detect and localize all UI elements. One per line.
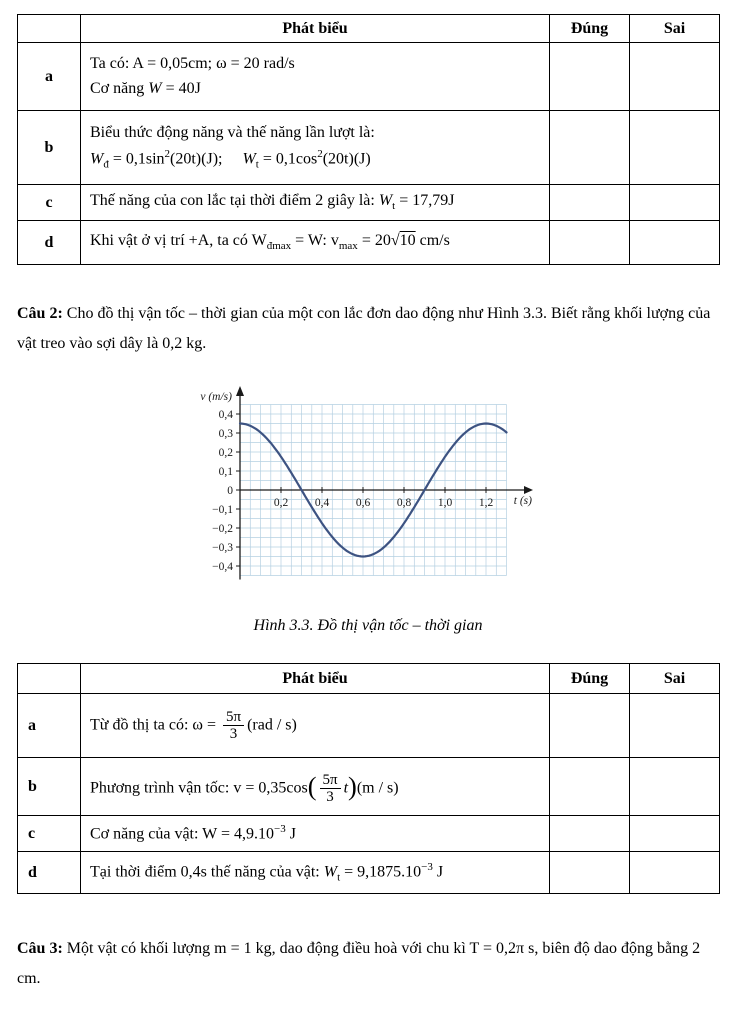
- header-false: Sai: [630, 664, 720, 694]
- row-label-cell: a: [18, 694, 81, 758]
- svg-text:0,1: 0,1: [218, 466, 233, 479]
- table-row: [18, 185, 720, 221]
- row-label-cell: c: [18, 816, 81, 852]
- statement-cell: Tại thời điểm 0,4s thế năng của vật: $W_t = 9,1875.10^{-3}$ J: [81, 852, 550, 894]
- table-header-row: [18, 15, 720, 43]
- false-answer-cell: [630, 852, 720, 894]
- svg-text:0,8: 0,8: [396, 497, 412, 510]
- svg-text:v (m/s): v (m/s): [200, 391, 232, 404]
- svg-text:−0,2: −0,2: [212, 523, 233, 536]
- row-label-cell: d: [18, 221, 81, 265]
- table-header-row: [18, 664, 720, 694]
- table-row: [18, 111, 720, 185]
- chart-svg: [188, 384, 548, 606]
- false-answer-cell: [630, 694, 720, 758]
- question-2-text: [17, 299, 719, 358]
- row-label-cell: d: [18, 852, 81, 894]
- question-1-table: [17, 14, 720, 265]
- question-2-label: Câu 2:: [17, 305, 63, 322]
- svg-text:1,0: 1,0: [437, 497, 453, 510]
- question-2-body: Cho đồ thị vận tốc – thời gian của một con lắc đơn dao động như Hình 3.3. Biết rằng khối lượng của vật treo vào sợi dây là 0,2 kg.: [17, 305, 711, 352]
- svg-text:1,2: 1,2: [478, 497, 494, 510]
- false-answer-cell: [630, 816, 720, 852]
- false-answer-cell: [630, 185, 720, 221]
- svg-text:0,4: 0,4: [218, 409, 233, 422]
- table-row: [18, 852, 720, 894]
- statement-cell: Từ đồ thị ta có: ω = $\frac{5\pi}{3}$ (rad / s): [81, 694, 550, 758]
- table-row: [18, 221, 720, 265]
- true-answer-cell: [550, 43, 630, 111]
- table-row: [18, 816, 720, 852]
- svg-text:−0,4: −0,4: [212, 561, 233, 574]
- row-label-cell: c: [18, 185, 81, 221]
- true-answer-cell: [550, 852, 630, 894]
- statement-cell: Phương trình vận tốc: v = 0,35cos( $\frac{5\pi}{3}$ t)(m / s): [81, 758, 550, 816]
- svg-text:0,4: 0,4: [314, 497, 330, 510]
- header-false: Sai: [630, 15, 720, 43]
- header-true: Đúng: [550, 664, 630, 694]
- statement-cell: Khi vật ở vị trí +A, ta có $W_{đmax} = W$: $v_{max} = 20√10$ cm/s: [81, 221, 550, 265]
- question-2-table: [17, 663, 720, 894]
- figure-caption: Hình 3.3. Đồ thị vận tốc – thời gian: [253, 617, 483, 635]
- svg-text:0,2: 0,2: [218, 447, 233, 460]
- row-label-cell: b: [18, 111, 81, 185]
- row-label-cell: a: [18, 43, 81, 111]
- velocity-time-chart: [188, 384, 548, 611]
- svg-text:−0,1: −0,1: [212, 504, 233, 517]
- question-3-text: [17, 934, 719, 993]
- false-answer-cell: [630, 758, 720, 816]
- statement-cell: Thế năng của con lắc tại thời điểm 2 giây là: $W_t = 17,79J$: [81, 185, 550, 221]
- statement-cell: Ta có: A = 0,05cm; ω = 20 rad/s Cơ năng W = 40J: [81, 43, 550, 111]
- true-answer-cell: [550, 758, 630, 816]
- table-row: [18, 694, 720, 758]
- false-answer-cell: [630, 111, 720, 185]
- statement-cell: Biểu thức động năng và thế năng lần lượt là: $W_đ = 0,1\sin^2(20t)(J)$; $W_t = 0,1\cos^2(20t)(J)$: [81, 111, 550, 185]
- false-answer-cell: [630, 221, 720, 265]
- question-3-body: Một vật có khối lượng m = 1 kg, dao động điều hoà với chu kì T = 0,2π s, biên độ dao động bằng 2 cm.: [17, 940, 701, 987]
- table-row: [18, 43, 720, 111]
- question-3-label: Câu 3:: [17, 940, 63, 958]
- svg-text:0: 0: [227, 485, 233, 498]
- header-statement: Phát biểu: [81, 15, 550, 43]
- svg-text:0,2: 0,2: [273, 497, 289, 510]
- row-label-cell: b: [18, 758, 81, 816]
- true-answer-cell: [550, 111, 630, 185]
- true-answer-cell: [550, 185, 630, 221]
- statement-cell: Cơ năng của vật: $W = 4,9.10^{-3}$ J: [81, 816, 550, 852]
- table-row: [18, 758, 720, 816]
- header-blank-cell: [18, 15, 81, 43]
- true-answer-cell: [550, 221, 630, 265]
- svg-text:0,3: 0,3: [218, 428, 233, 441]
- header-true: Đúng: [550, 15, 630, 43]
- true-answer-cell: [550, 816, 630, 852]
- header-blank-cell: [18, 664, 81, 694]
- svg-text:t (s): t (s): [513, 495, 532, 508]
- true-answer-cell: [550, 694, 630, 758]
- svg-text:−0,3: −0,3: [212, 542, 233, 555]
- svg-text:0,6: 0,6: [355, 497, 371, 510]
- false-answer-cell: [630, 43, 720, 111]
- header-statement: Phát biểu: [81, 664, 550, 694]
